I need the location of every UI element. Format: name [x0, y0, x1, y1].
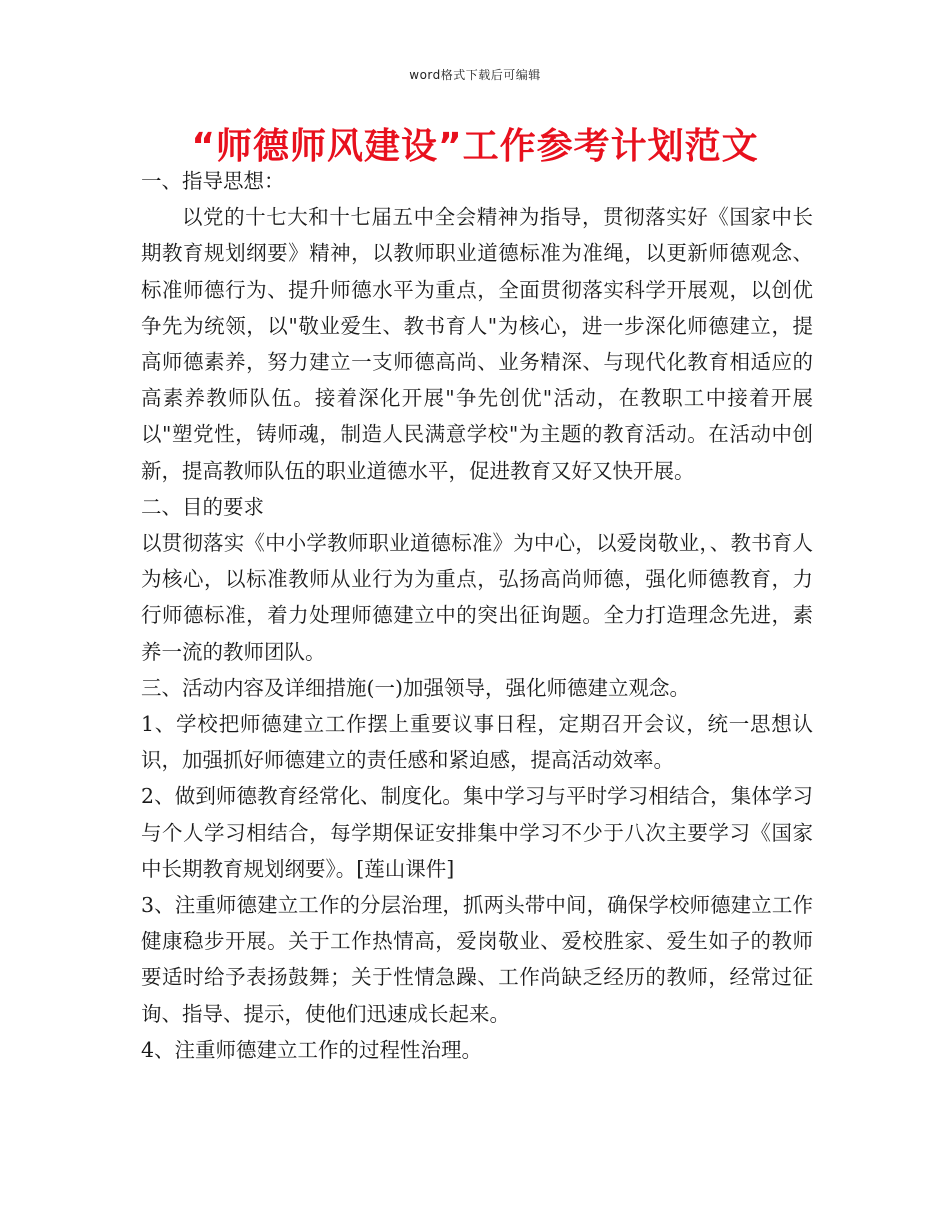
document-title: “师德师风建设”工作参考计划范文: [191, 126, 759, 167]
header-note: word格式下载后可编辑: [409, 68, 541, 82]
section-heading-guiding-ideology: 一、指导思想：: [141, 169, 285, 193]
list-item-1: 1、学校把师德建立工作摆上重要议事日程，定期召开会议，统一思想认识，加强抓好师德建立的责任感和紧迫感，提高活动效率。: [141, 712, 813, 773]
paragraph-goals: 以贯彻落实《中小学教师职业道德标准》为中心，以爱岗敬业，、教书育人为核心，以标准教师从业行为为重点，弘扬高尚师德，强化师德教育，力行师德标准，着力处理师德建立中的突出征询题。全力打造理念先进，素养一流的教师团队。: [141, 531, 813, 664]
section-heading-activities: 三、活动内容及详细措施(一)加强领导，强化师德建立观念。: [141, 675, 690, 700]
list-item-2: 2、做到师德教育经常化、制度化。集中学习与平时学习相结合，集体学习与个人学习相结合，每学期保证安排集中学习不少于八次主要学习《国家中长期教育规划纲要》。[莲山课件]: [141, 784, 813, 881]
section-heading-goals: 二、目的要求: [141, 494, 264, 519]
list-item-4: 4、注重师德建立工作的过程性治理。: [141, 1037, 483, 1062]
document-body: [141, 163, 813, 1068]
list-item-3: 3、注重师德建立工作的分层治理，抓两头带中间，确保学校师德建立工作健康稳步开展。关于工作热情高，爱岗敬业、爱校胜家、爱生如子的教师要适时给予表扬鼓舞；关于性情急躁、工作尚缺乏经历的教师，经常过征询、指导、提示，使他们迅速成长起来。: [141, 893, 813, 1026]
paragraph-guiding-ideology: 以党的十七大和十七届五中全会精神为指导，贯彻落实好《国家中长期教育规划纲要》精神，以教师职业道德标准为准绳，以更新师德观念、标准师德行为、提升师德水平为重点，全面贯彻落实科学开展观，以创优争先为统领，以"敬业爱生、教书育人"为核心，进一步深化师德建立，提高师德素养，努力建立一支师德高尚、业务精深、与现代化教育相适应的高素养教师队伍。接着深化开展"争先创优"活动，在教职工中接着开展以"塑党性，铸师魂，制造人民满意学校"为主题的教育活动。在活动中创新，提高教师队伍的职业道德水平，促进教育又好又快开展。: [141, 205, 813, 483]
